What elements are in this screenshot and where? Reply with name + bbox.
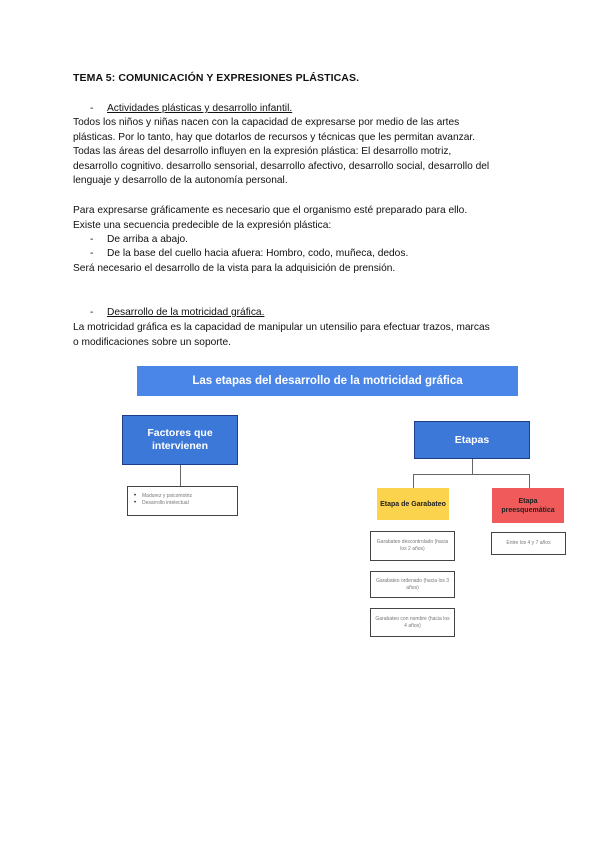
text-line: Será necesario el desarrollo de la vista para la adquisición de prensión. [73, 263, 396, 274]
paragraph-vista [73, 262, 533, 277]
connector-line [472, 459, 473, 474]
text-line: Todos los niños y niñas nacen con la capacidad de expresarse por medio de las artes [73, 117, 460, 128]
text-line: desarrollo cognitivo. desarrollo sensorial, desarrollo afectivo, desarrollo social, desarrollo del [73, 160, 490, 172]
garabateo-item-box: Garabateo con nombre (hacia los 4 años) [370, 608, 455, 637]
paragraph-motricidad [73, 321, 533, 350]
etapas-box: Etapas [414, 421, 530, 459]
list-dash: - [90, 234, 94, 245]
text-line: Existe una secuencia predecible de la expresión plástica: [73, 219, 332, 231]
diagram-banner: Las etapas del desarrollo de la motricidad gráfica [137, 366, 518, 396]
factor-item: • Madurez y psicomotriz [132, 493, 233, 500]
heading-text: Desarrollo de la motricidad gráfica. [107, 307, 265, 318]
text-line: Todas las áreas del desarrollo influyen en la expresión plástica: El desarrollo motriz, [73, 146, 452, 158]
page-title: TEMA 5: COMUNICACIÓN Y EXPRESIONES PLÁSTICAS. [73, 72, 360, 84]
list-dash: - [90, 307, 94, 318]
list-dash: - [90, 248, 94, 259]
text-line: o modificaciones sobre un soporte. [73, 336, 231, 348]
text-line: plásticas. Por lo tanto, hay que dotarlos de recursos y técnicas que les permitan avanzar. [73, 131, 476, 143]
preesquematica-item-box: Entre los 4 y 7 años [491, 532, 566, 555]
list-item [90, 234, 188, 245]
list-dash: - [90, 103, 94, 114]
connector-line [413, 474, 530, 475]
garabateo-item-box: Garabateo descontrolado (hacia los 2 años) [370, 531, 455, 561]
paragraph-intro [73, 116, 533, 189]
connector-line [180, 465, 181, 486]
section-heading-motricidad [90, 307, 264, 318]
connector-line [413, 474, 414, 488]
factores-box: Factores que intervienen [122, 415, 238, 465]
etapa-garabateo-box: Etapa de Garabateo [377, 488, 449, 520]
heading-text: Actividades plásticas y desarrollo infantil. [107, 103, 293, 114]
connector-line [529, 474, 530, 488]
text-line: lenguaje y desarrollo de la autonomía personal. [73, 175, 288, 187]
list-item-text: De arriba a abajo. [107, 234, 188, 245]
factores-list-box [127, 486, 238, 516]
list-item [90, 248, 408, 259]
factor-item: • Desarrollo intelectual [132, 500, 233, 507]
list-item-text: De la base del cuello hacia afuera: Hombro, codo, muñeca, dedos. [107, 248, 409, 259]
section-heading-actividades [90, 103, 292, 114]
etapa-preesquematica-box: Etapa preesquemática [492, 488, 564, 523]
text-line: La motricidad gráfica es la capacidad de manipular un utensilio para efectuar trazos, marcas [73, 322, 490, 333]
paragraph-secuencia [73, 204, 533, 233]
text-line: Para expresarse gráficamente es necesario que el organismo esté preparado para ello. [73, 205, 468, 216]
garabateo-item-box: Garabateo ordenado (hacia los 3 años) [370, 571, 455, 598]
